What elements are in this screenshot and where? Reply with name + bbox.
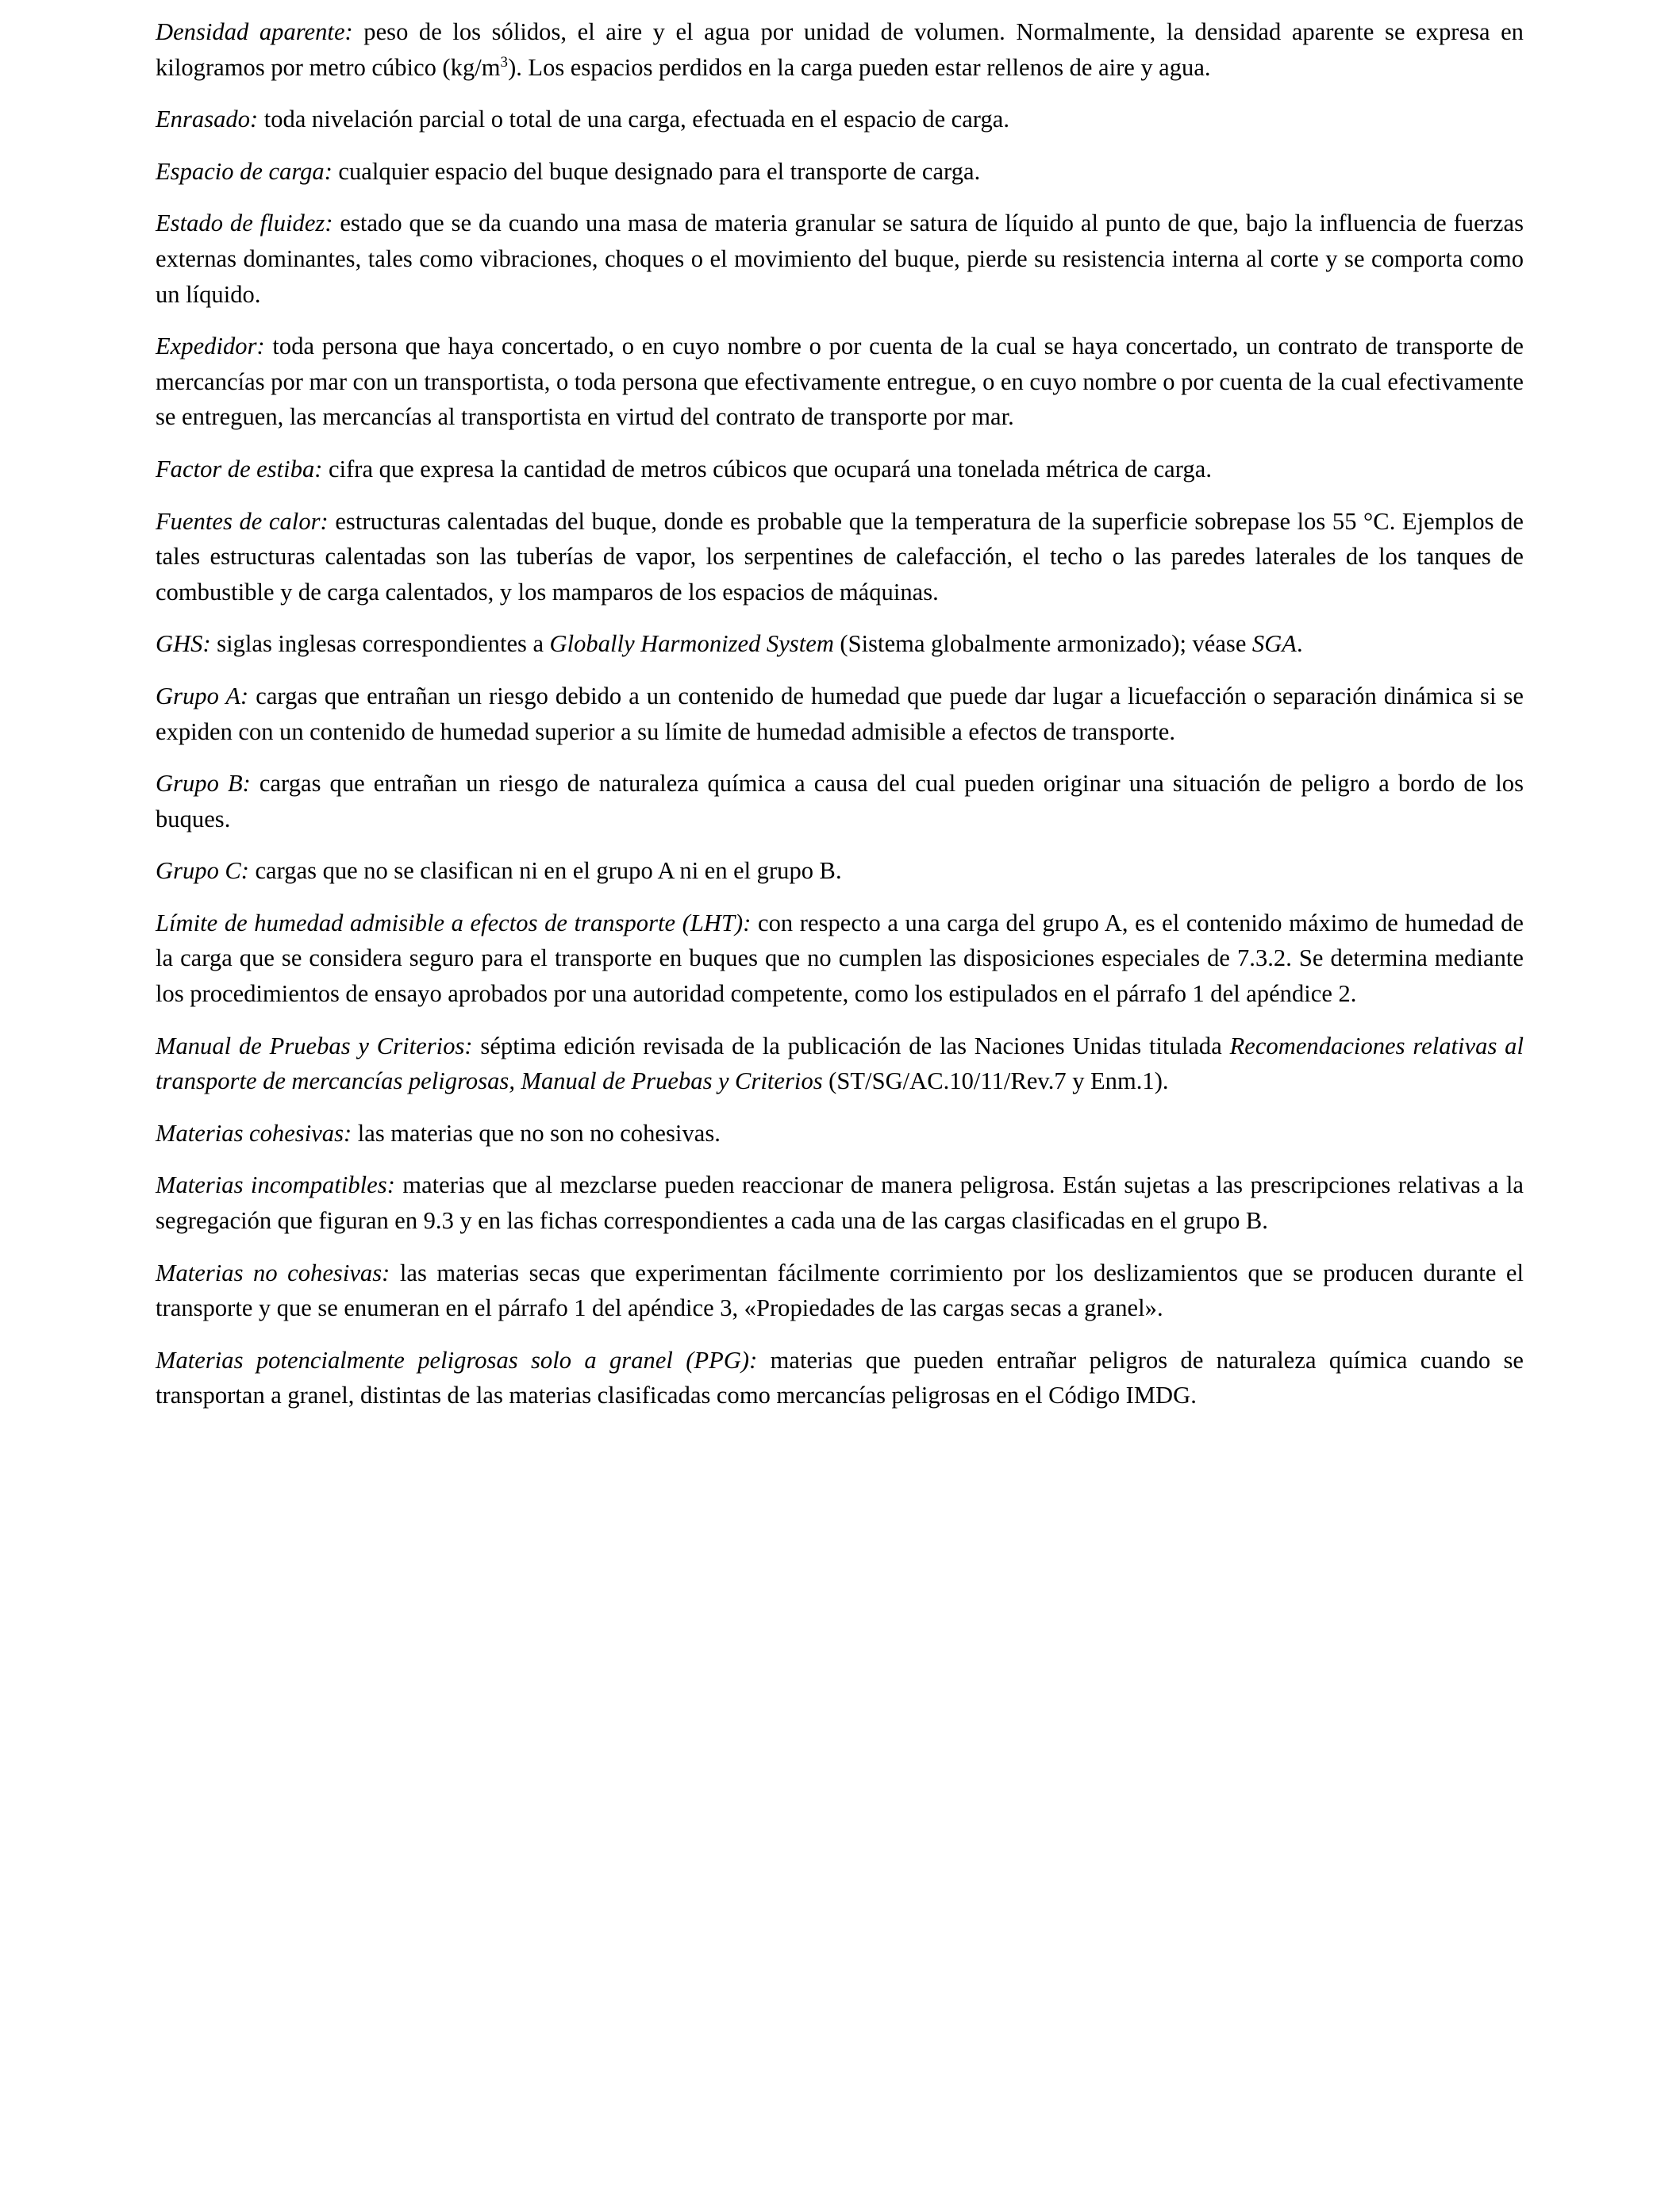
glossary-entry-estado-de-fluidez bbox=[156, 206, 1524, 312]
glossary-definition-text: las materias secas que experimentan fácilmente corrimiento por los deslizamientos que se producen durante el transporte y que se enumeran en el párrafo 1 del apéndice 3, «Propiedades de las cargas secas a granel». bbox=[156, 1259, 1524, 1322]
glossary-definition-text: cargas que entrañan un riesgo debido a un contenido de humedad que puede dar lugar a licuefacción o separación dinámica si se expiden con un contenido de humedad superior a su límite de humedad admisible a efectos de transporte. bbox=[156, 682, 1524, 745]
superscript-exponent: 3 bbox=[500, 53, 509, 71]
glossary-definition-text: toda persona que haya concertado, o en cuyo nombre o por cuenta de la cual se haya concertado, un contrato de transporte de mercancías por mar con un transportista, o toda persona que efectivamente entregue, o en cuyo nombre o por cuenta de la cual efectivamente se entreguen, las mercancías al transportista en virtud del contrato de transporte por mar. bbox=[156, 333, 1524, 431]
glossary-entry-grupo-b bbox=[156, 766, 1524, 836]
glossary-term: Espacio de carga: bbox=[156, 157, 333, 185]
glossary-definition-text-end: . bbox=[1296, 630, 1303, 658]
glossary-italic-phrase: Globally Harmonized System bbox=[549, 630, 834, 658]
glossary-term: Materias cohesivas: bbox=[156, 1119, 352, 1147]
glossary-term: GHS: bbox=[156, 630, 211, 658]
glossary-term: Grupo C: bbox=[156, 857, 249, 885]
glossary-term: Límite de humedad admisible a efectos de transporte (LHT): bbox=[156, 909, 752, 936]
glossary-definition-text-cont: (ST/SG/AC.10/11/Rev.7 y Enm.1). bbox=[822, 1067, 1169, 1095]
glossary-definition-text-cont: ). Los espacios perdidos en la carga pueden estar rellenos de aire y agua. bbox=[508, 53, 1211, 81]
glossary-italic-title: Recomendaciones relativas al transporte de mercancías peligrosas, Manual de Pruebas y Criterios bbox=[156, 1032, 1524, 1095]
glossary-term: Materias potencialmente peligrosas solo a granel (PPG): bbox=[156, 1346, 758, 1374]
glossary-cross-reference: SGA bbox=[1251, 630, 1297, 658]
glossary-entry-fuentes-de-calor bbox=[156, 504, 1524, 610]
glossary-entry-ghs bbox=[156, 626, 1524, 662]
glossary-entry-ppg bbox=[156, 1343, 1524, 1413]
glossary-definition-text: toda nivelación parcial o total de una carga, efectuada en el espacio de carga. bbox=[258, 106, 1010, 133]
glossary-definition-text: estado que se da cuando una masa de materia granular se satura de líquido al punto de que, bajo la influencia de fuerzas externas dominantes, tales como vibraciones, choques o el movimiento del buque, pierde su resistencia interna al corte y se comporta como un líquido. bbox=[156, 210, 1524, 308]
glossary-definition-text: las materias que no son no cohesivas. bbox=[352, 1119, 721, 1147]
glossary-entry-materias-no-cohesivas bbox=[156, 1255, 1524, 1326]
glossary-definition-text: peso de los sólidos, el aire y el agua por unidad de volumen. Normalmente, la densidad aparente se expresa en kilogramos por metro cúbico (kg/m bbox=[156, 18, 1524, 81]
glossary-term: Manual de Pruebas y Criterios: bbox=[156, 1032, 473, 1059]
glossary-definition-text: materias que al mezclarse pueden reaccionar de manera peligrosa. Están sujetas a las prescripciones relativas a la segregación que figuran en 9.3 y en las fichas correspondientes a cada una de las cargas clasificadas en el grupo B. bbox=[156, 1171, 1524, 1235]
glossary-entry-expedidor bbox=[156, 329, 1524, 435]
glossary-entry-lht bbox=[156, 905, 1524, 1012]
glossary-entry-densidad-aparente bbox=[156, 14, 1524, 85]
glossary-term: Grupo B: bbox=[156, 770, 251, 798]
glossary-term: Grupo A: bbox=[156, 682, 249, 709]
glossary-entry-grupo-c bbox=[156, 853, 1524, 889]
glossary-definition-text: cargas que no se clasifican ni en el grupo A ni en el grupo B. bbox=[248, 857, 842, 885]
glossary-entry-espacio-de-carga bbox=[156, 154, 1524, 190]
glossary-entry-manual-de-pruebas-y-criterios bbox=[156, 1028, 1524, 1099]
glossary-entry-grupo-a bbox=[156, 679, 1524, 749]
glossary-definition-text: materias que pueden entrañar peligros de naturaleza química cuando se transportan a granel, distintas de las materias clasificadas como mercancías peligrosas en el Código IMDG. bbox=[156, 1346, 1524, 1409]
glossary-term: Estado de fluidez: bbox=[156, 210, 333, 237]
glossary-definition-text: cifra que expresa la cantidad de metros cúbicos que ocupará una tonelada métrica de carga. bbox=[322, 455, 1212, 483]
glossary-definition-text-cont: (Sistema globalmente armonizado); véase bbox=[833, 630, 1252, 658]
glossary-term: Expedidor: bbox=[156, 333, 265, 360]
glossary-definition-text: siglas inglesas correspondientes a bbox=[210, 630, 550, 658]
glossary-definition-list bbox=[156, 14, 1524, 1413]
glossary-term: Materias no cohesivas: bbox=[156, 1259, 390, 1286]
glossary-entry-materias-cohesivas bbox=[156, 1116, 1524, 1151]
glossary-definition-text: cualquier espacio del buque designado para el transporte de carga. bbox=[332, 157, 981, 185]
glossary-entry-factor-de-estiba bbox=[156, 452, 1524, 487]
glossary-entry-enrasado bbox=[156, 102, 1524, 137]
glossary-term: Factor de estiba: bbox=[156, 455, 323, 483]
glossary-term: Densidad aparente: bbox=[156, 18, 353, 45]
glossary-definition-text: séptima edición revisada de la publicación de las Naciones Unidas titulada bbox=[472, 1032, 1230, 1059]
glossary-term: Fuentes de calor: bbox=[156, 507, 329, 535]
glossary-entry-materias-incompatibles bbox=[156, 1167, 1524, 1238]
glossary-definition-text: estructuras calentadas del buque, donde es probable que la temperatura de la superficie sobrepase los 55 °C. Ejemplos de tales estructuras calentadas son las tuberías de vapor, los serpentines de calefacción, el techo o las paredes laterales de los tanques de combustible y de carga calentados, y los mamparos de los espacios de máquinas. bbox=[156, 507, 1524, 606]
glossary-term: Materias incompatibles: bbox=[156, 1171, 395, 1199]
glossary-term: Enrasado: bbox=[156, 106, 259, 133]
glossary-definition-text: con respecto a una carga del grupo A, es el contenido máximo de humedad de la carga que se considera seguro para el transporte en buques que no cumplen las disposiciones especiales de 7.3.2. Se determina mediante los procedimientos de ensayo aprobados por una autoridad competente, como los estipulados en el párrafo 1 del apéndice 2. bbox=[156, 909, 1524, 1008]
glossary-definition-text: cargas que entrañan un riesgo de naturaleza química a causa del cual pueden originar una situación de peligro a bordo de los buques. bbox=[156, 770, 1524, 832]
